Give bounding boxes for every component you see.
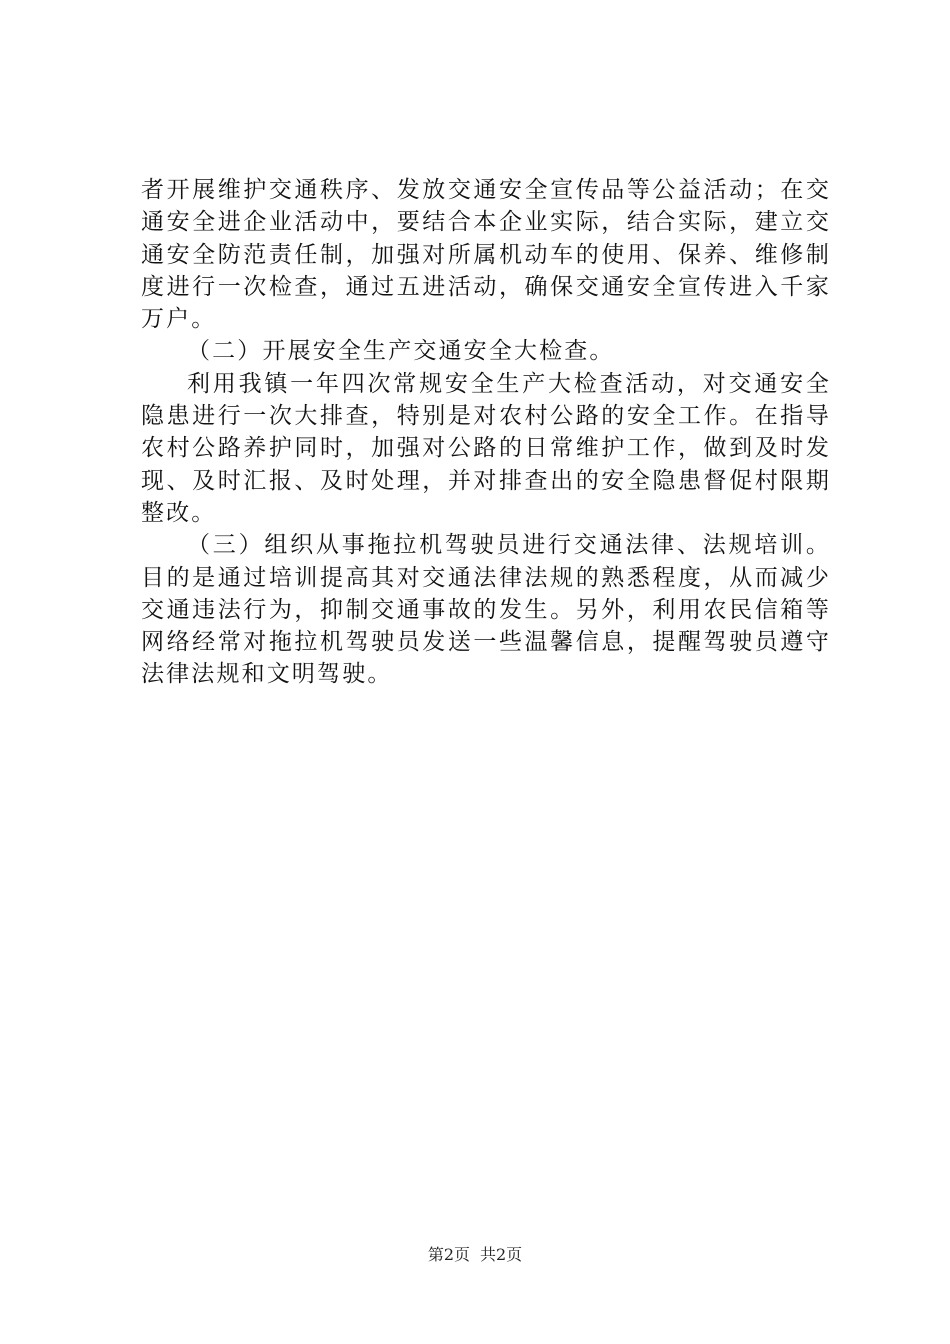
section-heading-2: （二）开展安全生产交通安全大检查。 xyxy=(187,338,615,365)
page-total: 共2页 xyxy=(480,1245,523,1264)
paragraph-section-3: （三）组织从事拖拉机驾驶员进行交通法律、法规培训。目的是通过培训提高其对交通法律法规的熟悉程度，从而减少交通违法行为，抑制交通事故的发生。另外，利用农民信箱等网络经常对拖拉机驾驶员发送一些温馨信息，提醒驾驶员遵守法律法规和文明驾驶。 xyxy=(141,532,831,688)
page-number: 第2页 xyxy=(427,1245,470,1264)
document-body xyxy=(141,174,831,691)
paragraph-continuation: 者开展维护交通秩序、发放交通安全宣传品等公益活动；在交通安全进企业活动中，要结合本企业实际，结合实际，建立交通安全防范责任制，加强对所属机动车的使用、保养、维修制度进行一次检查，通过五进活动，确保交通安全宣传进入千家万户。 xyxy=(141,177,831,333)
page-footer xyxy=(0,1244,950,1266)
paragraph-inspection: 利用我镇一年四次常规安全生产大检查活动，对交通安全隐患进行一次大排查，特别是对农村公路的安全工作。在指导农村公路养护同时，加强对公路的日常维护工作，做到及时发现、及时汇报、及时处理，并对排查出的安全隐患督促村限期整改。 xyxy=(141,370,831,526)
